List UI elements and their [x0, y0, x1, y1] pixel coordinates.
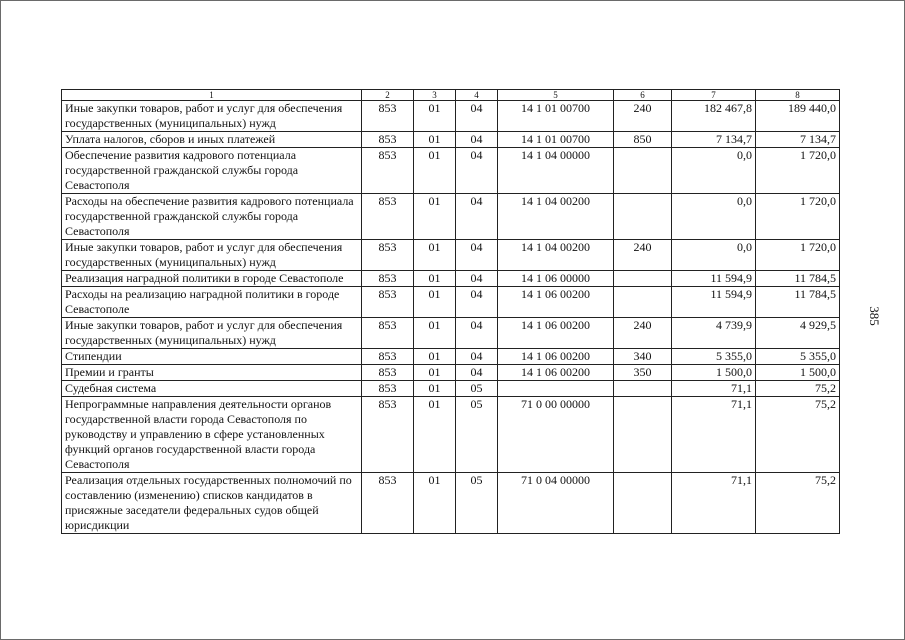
column-header-5: 5: [498, 90, 614, 101]
amount-year-1-cell: 4 739,9: [672, 318, 756, 349]
subsection-code-cell: 04: [456, 287, 498, 318]
table-row: [62, 365, 840, 381]
target-article-cell: 14 1 01 00700: [498, 132, 614, 148]
target-article-cell: 14 1 06 00200: [498, 349, 614, 365]
row-name-cell: Премии и гранты: [62, 365, 362, 381]
row-name-cell: Судебная система: [62, 381, 362, 397]
target-article-cell: 71 0 04 00000: [498, 473, 614, 534]
subsection-code-cell: 04: [456, 148, 498, 194]
table-row: [62, 349, 840, 365]
target-article-cell: 14 1 06 00000: [498, 271, 614, 287]
expense-type-cell: [614, 148, 672, 194]
ministry-code-cell: 853: [362, 194, 414, 240]
expense-type-cell: 240: [614, 318, 672, 349]
amount-year-2-cell: 1 500,0: [756, 365, 840, 381]
amount-year-2-cell: 11 784,5: [756, 271, 840, 287]
expense-type-cell: [614, 397, 672, 473]
amount-year-1-cell: 11 594,9: [672, 287, 756, 318]
ministry-code-cell: 853: [362, 349, 414, 365]
amount-year-1-cell: 71,1: [672, 473, 756, 534]
ministry-code-cell: 853: [362, 287, 414, 318]
amount-year-1-cell: 71,1: [672, 381, 756, 397]
ministry-code-cell: 853: [362, 240, 414, 271]
section-code-cell: 01: [414, 132, 456, 148]
amount-year-1-cell: 0,0: [672, 148, 756, 194]
ministry-code-cell: 853: [362, 473, 414, 534]
ministry-code-cell: 853: [362, 365, 414, 381]
subsection-code-cell: 05: [456, 473, 498, 534]
target-article-cell: 14 1 04 00200: [498, 194, 614, 240]
section-code-cell: 01: [414, 194, 456, 240]
row-name-cell: Обеспечение развития кадрового потенциала государственной гражданской службы города Севастополя: [62, 148, 362, 194]
subsection-code-cell: 04: [456, 240, 498, 271]
page-number: 385: [867, 306, 882, 326]
subsection-code-cell: 04: [456, 365, 498, 381]
table-row: [62, 101, 840, 132]
budget-table: [61, 89, 840, 534]
expense-type-cell: [614, 271, 672, 287]
table-row: [62, 381, 840, 397]
table-row: [62, 271, 840, 287]
table-row: [62, 148, 840, 194]
row-name-cell: Иные закупки товаров, работ и услуг для обеспечения государственных (муниципальных) нужд: [62, 318, 362, 349]
amount-year-2-cell: 1 720,0: [756, 148, 840, 194]
section-code-cell: 01: [414, 381, 456, 397]
amount-year-2-cell: 7 134,7: [756, 132, 840, 148]
expense-type-cell: 240: [614, 240, 672, 271]
section-code-cell: 01: [414, 240, 456, 271]
amount-year-1-cell: 0,0: [672, 240, 756, 271]
table-header-row: [62, 90, 840, 101]
column-header-7: 7: [672, 90, 756, 101]
target-article-cell: 14 1 04 00000: [498, 148, 614, 194]
table-row: [62, 132, 840, 148]
amount-year-1-cell: 0,0: [672, 194, 756, 240]
ministry-code-cell: 853: [362, 101, 414, 132]
amount-year-2-cell: 75,2: [756, 473, 840, 534]
section-code-cell: 01: [414, 271, 456, 287]
amount-year-2-cell: 4 929,5: [756, 318, 840, 349]
ministry-code-cell: 853: [362, 397, 414, 473]
row-name-cell: Реализация наградной политики в городе Севастополе: [62, 271, 362, 287]
target-article-cell: [498, 381, 614, 397]
section-code-cell: 01: [414, 365, 456, 381]
section-code-cell: 01: [414, 101, 456, 132]
amount-year-2-cell: 5 355,0: [756, 349, 840, 365]
subsection-code-cell: 04: [456, 101, 498, 132]
section-code-cell: 01: [414, 318, 456, 349]
row-name-cell: Стипендии: [62, 349, 362, 365]
column-header-6: 6: [614, 90, 672, 101]
target-article-cell: 14 1 01 00700: [498, 101, 614, 132]
subsection-code-cell: 04: [456, 194, 498, 240]
table-row: [62, 318, 840, 349]
row-name-cell: Непрограммные направления деятельности органов государственной власти города Севастополя по руководству и управлению в сфере установленных функций органов государственной власти города Севастополя: [62, 397, 362, 473]
table-row: [62, 397, 840, 473]
subsection-code-cell: 04: [456, 318, 498, 349]
ministry-code-cell: 853: [362, 132, 414, 148]
column-header-8: 8: [756, 90, 840, 101]
row-name-cell: Уплата налогов, сборов и иных платежей: [62, 132, 362, 148]
ministry-code-cell: 853: [362, 148, 414, 194]
column-header-1: 1: [62, 90, 362, 101]
target-article-cell: 71 0 00 00000: [498, 397, 614, 473]
amount-year-1-cell: 182 467,8: [672, 101, 756, 132]
target-article-cell: 14 1 06 00200: [498, 318, 614, 349]
target-article-cell: 14 1 04 00200: [498, 240, 614, 271]
ministry-code-cell: 853: [362, 381, 414, 397]
amount-year-2-cell: 1 720,0: [756, 240, 840, 271]
expense-type-cell: 850: [614, 132, 672, 148]
section-code-cell: 01: [414, 287, 456, 318]
table-body: [62, 101, 840, 534]
target-article-cell: 14 1 06 00200: [498, 365, 614, 381]
amount-year-2-cell: 11 784,5: [756, 287, 840, 318]
subsection-code-cell: 04: [456, 132, 498, 148]
amount-year-2-cell: 1 720,0: [756, 194, 840, 240]
amount-year-1-cell: 7 134,7: [672, 132, 756, 148]
expense-type-cell: [614, 473, 672, 534]
amount-year-2-cell: 75,2: [756, 381, 840, 397]
row-name-cell: Реализация отдельных государственных полномочий по составлению (изменению) списков кандидатов в присяжные заседатели федеральных судов общей юрисдикции: [62, 473, 362, 534]
row-name-cell: Иные закупки товаров, работ и услуг для обеспечения государственных (муниципальных) нужд: [62, 240, 362, 271]
ministry-code-cell: 853: [362, 271, 414, 287]
amount-year-2-cell: 189 440,0: [756, 101, 840, 132]
table-row: [62, 194, 840, 240]
amount-year-1-cell: 11 594,9: [672, 271, 756, 287]
section-code-cell: 01: [414, 349, 456, 365]
amount-year-1-cell: 5 355,0: [672, 349, 756, 365]
column-header-2: 2: [362, 90, 414, 101]
subsection-code-cell: 04: [456, 349, 498, 365]
expense-type-cell: 340: [614, 349, 672, 365]
row-name-cell: Расходы на реализацию наградной политики в городе Севастополе: [62, 287, 362, 318]
target-article-cell: 14 1 06 00200: [498, 287, 614, 318]
expense-type-cell: [614, 381, 672, 397]
column-header-4: 4: [456, 90, 498, 101]
section-code-cell: 01: [414, 473, 456, 534]
column-header-3: 3: [414, 90, 456, 101]
section-code-cell: 01: [414, 148, 456, 194]
table-row: [62, 240, 840, 271]
subsection-code-cell: 05: [456, 381, 498, 397]
ministry-code-cell: 853: [362, 318, 414, 349]
amount-year-1-cell: 1 500,0: [672, 365, 756, 381]
amount-year-1-cell: 71,1: [672, 397, 756, 473]
expense-type-cell: [614, 287, 672, 318]
table-row: [62, 473, 840, 534]
row-name-cell: Иные закупки товаров, работ и услуг для обеспечения государственных (муниципальных) нужд: [62, 101, 362, 132]
expense-type-cell: 350: [614, 365, 672, 381]
table-row: [62, 287, 840, 318]
amount-year-2-cell: 75,2: [756, 397, 840, 473]
row-name-cell: Расходы на обеспечение развития кадрового потенциала государственной гражданской службы города Севастополя: [62, 194, 362, 240]
expense-type-cell: [614, 194, 672, 240]
expense-type-cell: 240: [614, 101, 672, 132]
subsection-code-cell: 05: [456, 397, 498, 473]
section-code-cell: 01: [414, 397, 456, 473]
subsection-code-cell: 04: [456, 271, 498, 287]
